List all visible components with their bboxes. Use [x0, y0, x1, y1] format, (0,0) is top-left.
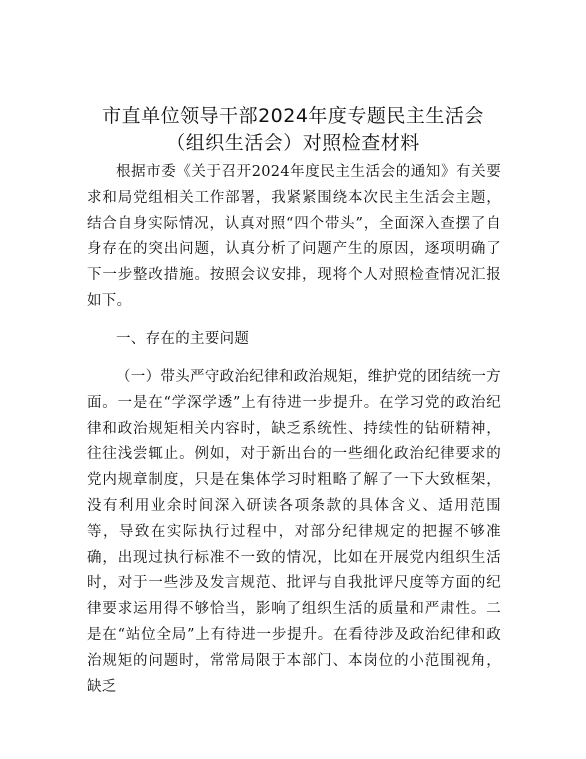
- paragraph-text: （一）带头严守政治纪律和政治规矩，维护党的团结统一方面。一是在“学深学透”上有待进一步提升。在学习党的政治纪律和政治规矩相关内容时，缺乏系统性、持续性的钻研精神，往往浅尝辄止。例如，对于新出台的一些细化政治纪律要求的党内规章制度，只是在集体学习时粗略了解了一下大致框架，没有利用业余时间深入研读各项条款的具体含义、适用范围等，导致在实际执行过程中，对部分纪律规定的把握不够准确，出现过执行标准不一致的情况，比如在开展党内组织生活时，对于一些涉及发言规范、批评与自我批评尺度等方面的纪律要求运用得不够恰当，影响了组织生活的质量和严肃性。二是在“站位全局”上有待进一步提升。在看待涉及政治纪律和政治规矩的问题时，常常局限于本部门、本岗位的小范围视角，缺乏: [87, 369, 501, 695]
- document-title-line-1: 市直单位领导干部2024年度专题民主生活会: [102, 105, 484, 127]
- document-title-line-2: （组织生活会）对照检查材料: [166, 132, 420, 154]
- section-heading-text: 一、存在的主要问题: [116, 331, 250, 347]
- body-paragraph: [87, 365, 501, 700]
- intro-paragraph: [87, 160, 501, 315]
- section-heading: [87, 327, 501, 353]
- paragraph-text: 根据市委《关于召开2024年度民主生活会的通知》有关要求和局党组相关工作部署，我紧紧围绕本次民主生活会主题，结合自身实际情况，认真对照“四个带头”，全面深入查摆了自身存在的突出问题，认真分析了问题产生的原因，逐项明确了下一步整改措施。按照会议安排，现将个人对照检查情况汇报如下。: [87, 164, 501, 309]
